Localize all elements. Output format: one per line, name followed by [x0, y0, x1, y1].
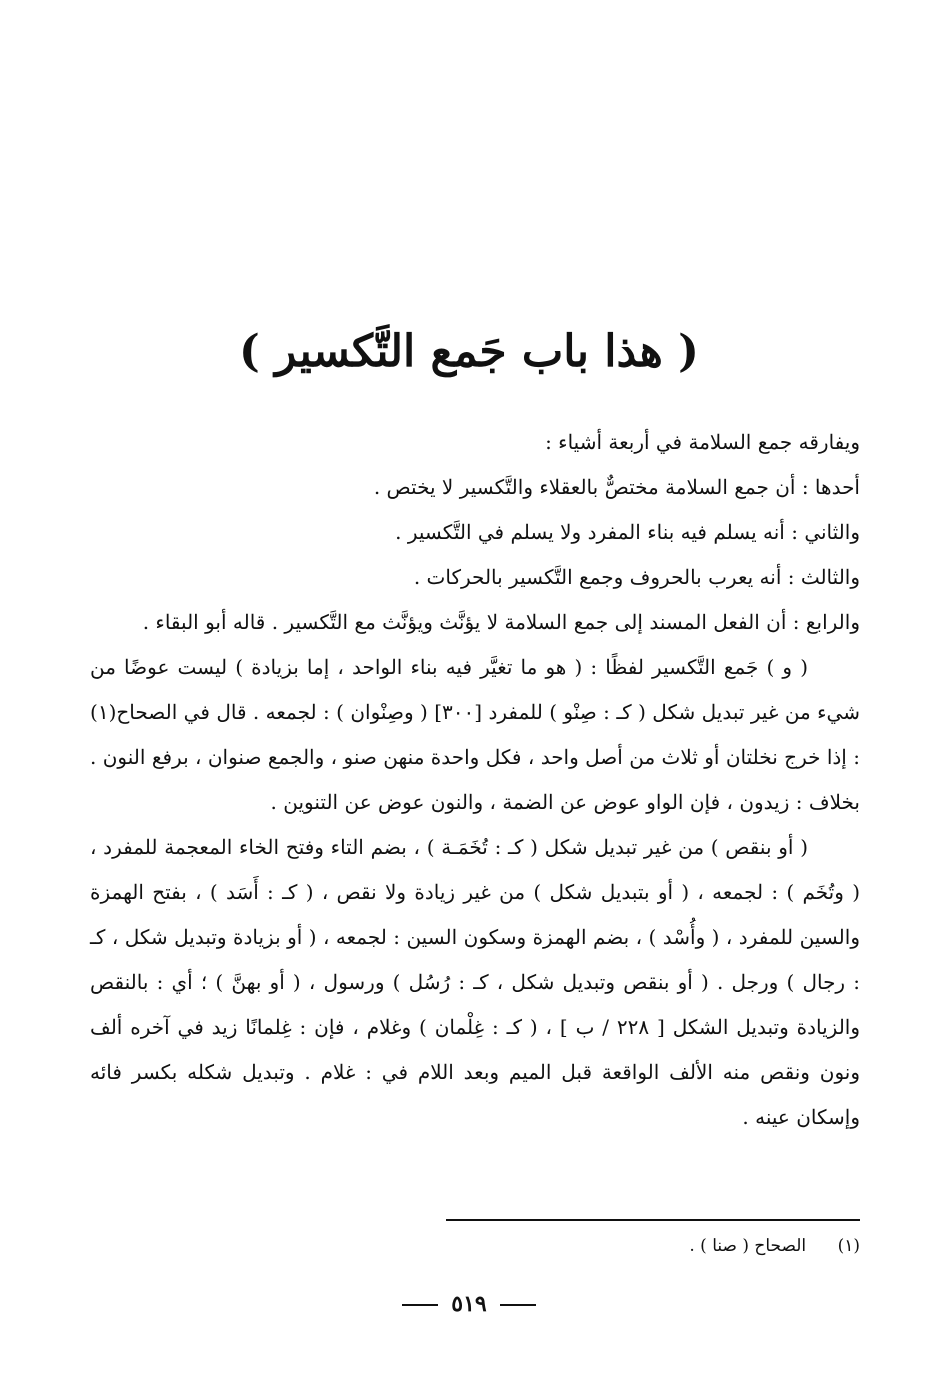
footnote-divider [446, 1219, 860, 1221]
footnote [440, 1232, 860, 1260]
page-number-dash-left [402, 1304, 438, 1306]
footnote-number: (١) [837, 1236, 860, 1256]
body-text [90, 420, 860, 1140]
page-number-dash-right [500, 1304, 536, 1306]
paragraph-examples: ( أو بنقص ) من غير تبديل شكل ( كـ : تُخَمَـة ) ، بضم التاء وفتح الخاء المعجمة للمفرد ، ( وتُخَم ) : لجمعه ، ( أو بتبديل شكل ) من غير زيادة ولا نقص ، ( كـ : أَسَد ) ، بفتح الهمزة والسين للمفرد ، ( وأُسْد ) ، بضم الهمزة وسكون السين : لجمعه ، ( أو بزيادة وتبديل شكل ، كـ : رجال ) ورجل . ( أو بنقص وتبديل شكل ، كـ : رُسُل ) ورسول ، ( أو بهنَّ ) ؛ أي : بالنقص والزيادة وتبديل الشكل [ ٢٢٨ / ب ] ، ( كـ : غِلْمان ) وغلام ، فإن : غِلمانًا زيد في آخره ألف ونون ونقص منه الألف الواقعة قبل الميم وبعد اللام في : غلام . وتبديل شكله بكسر فائه وإسكان عينه . [90, 835, 861, 1129]
page-number-value: ٥١٩ [451, 1291, 487, 1317]
paragraph-third-difference: والثالث : أنه يعرب بالحروف وجمع التَّكسير بالحركات . [413, 565, 860, 589]
paragraph-intro: ويفارقه جمع السلامة في أربعة أشياء : [545, 430, 860, 454]
paragraph-second-difference: والثاني : أنه يسلم فيه بناء المفرد ولا يسلم في التَّكسير . [395, 520, 860, 544]
paragraph-fourth-difference: والرابع : أن الفعل المسند إلى جمع السلامة لا يؤنَّث ويؤنَّث مع التَّكسير . قاله أبو البقاء . [142, 610, 860, 634]
footnote-text: الصحاح ( صنا ) . [689, 1236, 807, 1256]
page-number [0, 1288, 938, 1320]
paragraph-definition: ( و ) جَمع التَّكسير لفظًا : ( هو ما تغيَّر فيه بناء الواحد ، إما بزيادة ) ليست عوضًا من شيء من غير تبديل شكل ( كـ : صِنْو ) للمفرد [٣٠٠] ( وصِنْوان ) : لجمعه . قال في الصحاح(١) : إذا خرج نخلتان أو ثلاث من أصل واحد ، فكل واحدة منهن صنو ، والجمع صنوان ، برفع النون . بخلاف : زيدون ، فإن الواو عوض عن الضمة ، والنون عوض عن التنوين . [90, 655, 860, 814]
chapter-title: ( هذا باب جَمع التَّكسير ) [239, 326, 699, 377]
paragraph-first-difference: أحدها : أن جمع السلامة مختصٌّ بالعقلاء والتَّكسير لا يختص . [373, 475, 860, 499]
